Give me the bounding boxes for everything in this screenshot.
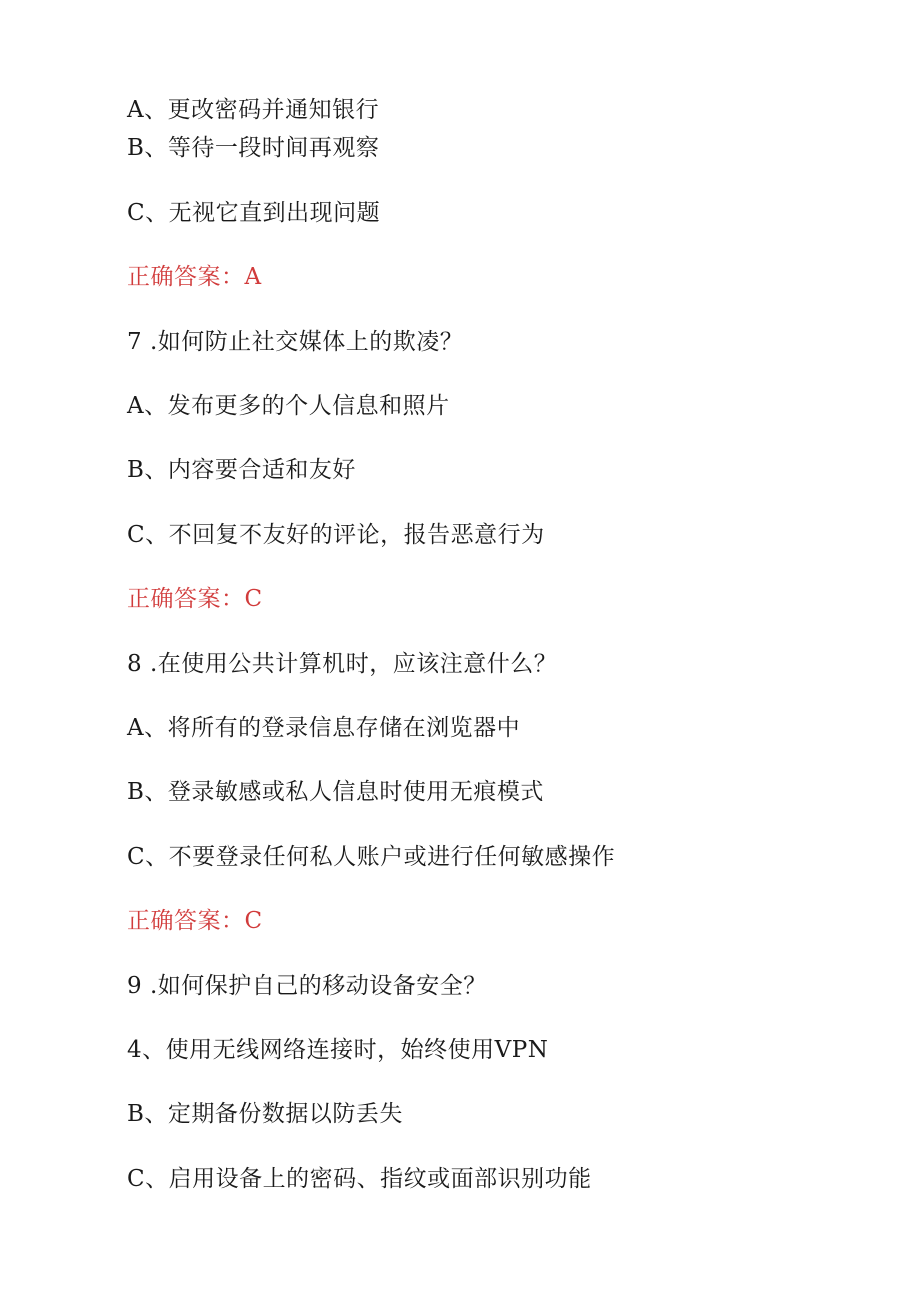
option-8c: C、不要登录任何私人账户或进行任何敏感操作 <box>127 844 616 870</box>
answer-8: 正确答案：C <box>127 908 263 934</box>
question-7: 7 .如何防止社交媒体上的欺凌？ <box>127 329 464 355</box>
question-8: 8 .在使用公共计算机时，应该注意什么？ <box>127 651 558 677</box>
option-8b: B、登录敏感或私人信息时使用无痕模式 <box>127 779 544 805</box>
option-6b: B、等待一段时间再观察 <box>127 135 380 161</box>
question-9: 9 .如何保护自己的移动设备安全？ <box>127 973 487 999</box>
option-6a: A、更改密码并通知银行 <box>127 97 380 123</box>
option-7b: B、内容要合适和友好 <box>127 457 356 483</box>
answer-7: 正确答案：C <box>127 586 263 612</box>
option-9b: B、定期备份数据以防丢失 <box>127 1101 403 1127</box>
answer-6: 正确答案：A <box>127 264 262 290</box>
option-8a: A、将所有的登录信息存储在浏览器中 <box>127 715 521 741</box>
option-7c: C、不回复不友好的评论，报告恶意行为 <box>127 522 545 548</box>
option-7a: A、发布更多的个人信息和照片 <box>127 393 450 419</box>
option-6c: C、无视它直到出现问题 <box>127 200 381 226</box>
option-9a: 4、使用无线网络连接时，始终使用VPN <box>127 1037 549 1063</box>
option-9c: C、启用设备上的密码、指纹或面部识别功能 <box>127 1166 592 1192</box>
